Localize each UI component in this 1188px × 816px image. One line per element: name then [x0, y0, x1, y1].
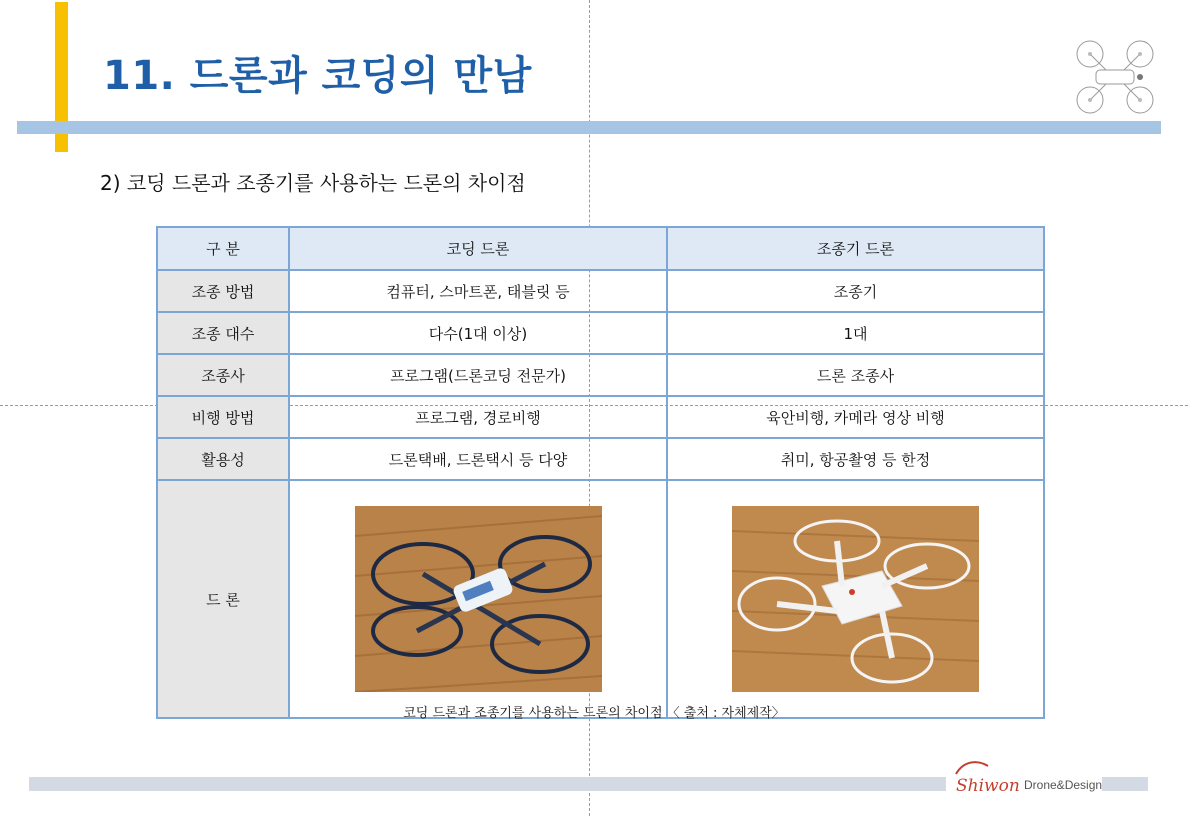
coding-drone-cell: 드론택배, 드론택시 등 다양	[289, 438, 667, 480]
rc-drone-cell: 육안비행, 카메라 영상 비행	[667, 396, 1044, 438]
brand-logo	[946, 756, 1102, 802]
logo-swoosh-icon	[952, 758, 992, 778]
row-label: 조종 대수	[157, 312, 289, 354]
drone-outline-icon	[1074, 38, 1156, 116]
coding-drone-image-cell	[289, 480, 667, 718]
table-row	[157, 312, 1044, 354]
coding-drone-cell: 다수(1대 이상)	[289, 312, 667, 354]
header-rc-drone: 조종기 드론	[667, 227, 1044, 270]
logo-subtext: Drone&Design	[1024, 778, 1103, 792]
table-row	[157, 270, 1044, 312]
table-header-row	[157, 227, 1044, 270]
header-coding-drone: 코딩 드론	[289, 227, 667, 270]
row-label: 조종 방법	[157, 270, 289, 312]
coding-drone-cell: 프로그램(드론코딩 전문가)	[289, 354, 667, 396]
rc-drone-cell: 1대	[667, 312, 1044, 354]
rc-drone-cell: 조종기	[667, 270, 1044, 312]
rc-drone-cell: 드론 조종사	[667, 354, 1044, 396]
coding-drone-cell: 프로그램, 경로비행	[289, 396, 667, 438]
section-subtitle: 2) 코딩 드론과 조종기를 사용하는 드론의 차이점	[100, 171, 526, 195]
table-image-row	[157, 480, 1044, 718]
rc-drone-photo	[732, 506, 979, 692]
table-row	[157, 396, 1044, 438]
comparison-table	[156, 226, 1045, 719]
header-rule	[17, 121, 1161, 134]
row-label: 비행 방법	[157, 396, 289, 438]
table-row	[157, 354, 1044, 396]
figure-caption: 코딩 드론과 조종기를 사용하는 드론의 차이점 〈 출처 : 자체제작〉	[403, 706, 785, 721]
coding-drone-cell: 컴퓨터, 스마트폰, 태블릿 등	[289, 270, 667, 312]
coding-drone-photo	[355, 506, 602, 692]
logo-wordmark: Shiwon	[956, 776, 1020, 796]
header-category: 구 분	[157, 227, 289, 270]
row-label: 조종사	[157, 354, 289, 396]
table-row	[157, 438, 1044, 480]
rc-drone-cell: 취미, 항공촬영 등 한정	[667, 438, 1044, 480]
page-title: 11. 드론과 코딩의 만남	[103, 53, 532, 99]
row-label: 드 론	[157, 480, 289, 718]
row-label: 활용성	[157, 438, 289, 480]
rc-drone-image-cell	[667, 480, 1044, 718]
